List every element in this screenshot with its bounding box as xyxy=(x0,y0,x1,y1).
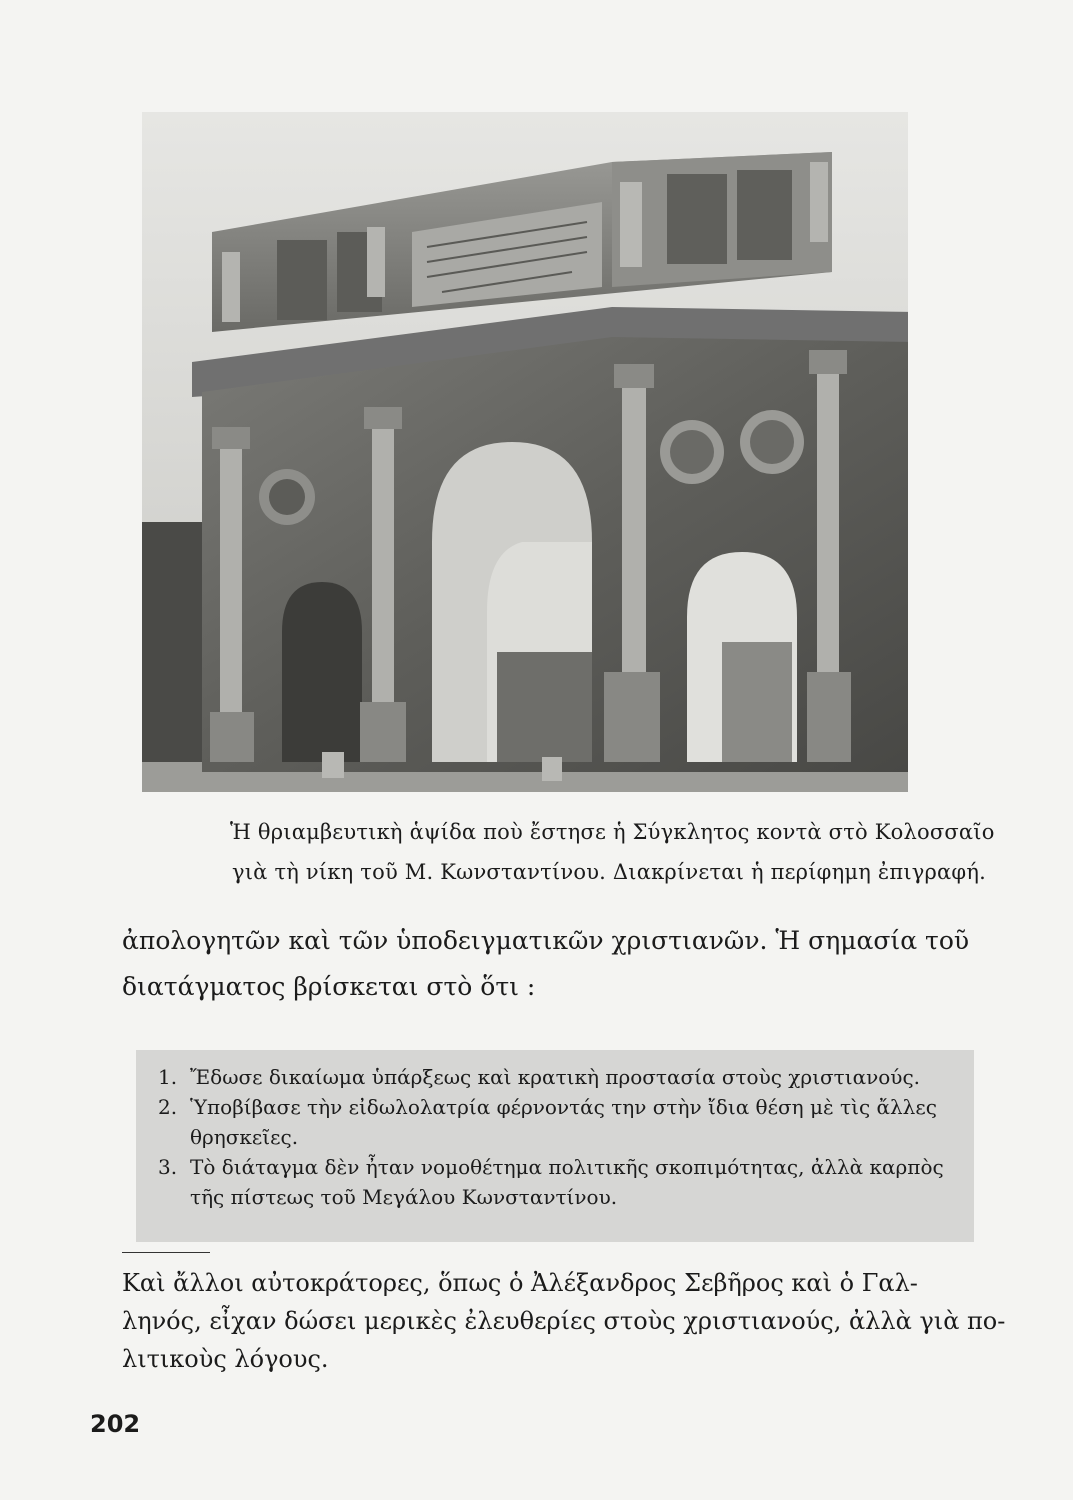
list-item xyxy=(158,1152,958,1212)
page-number: 202 xyxy=(90,1410,141,1438)
list-item-number: 3. xyxy=(158,1155,178,1179)
triumphal-arch-illustration xyxy=(142,112,908,792)
photo-caption xyxy=(230,812,995,892)
edict-points-list xyxy=(158,1062,958,1212)
list-item xyxy=(158,1062,958,1092)
caption-line-2: γιὰ τὴ νίκη τοῦ Μ. Κωνσταντίνου. Διακρίνεται ἡ περίφημη ἐπιγραφή. xyxy=(232,860,986,884)
list-item-text: Ὑποβίβασε τὴν εἰδωλολατρία φέρνοντάς την στὴν ἴδια θέση μὲ τὶς ἄλλες θρησκεῖες. xyxy=(190,1095,937,1149)
footnote-line-1: Καὶ ἄλλοι αὐτοκράτορες, ὅπως ὁ Ἀλέξανδρος Σεβῆρος καὶ ὁ Γαλ- xyxy=(122,1269,918,1297)
list-item-number: 2. xyxy=(158,1095,178,1119)
list-item-text: Ἔδωσε δικαίωμα ὑπάρξεως καὶ κρατικὴ προστασία στοὺς χριστιανούς. xyxy=(190,1065,921,1089)
list-item-number: 1. xyxy=(158,1065,178,1089)
list-item xyxy=(158,1092,958,1152)
list-item-text: Τὸ διάταγμα δὲν ἦταν νομοθέτημα πολιτικῆς σκοπιμότητας, ἀλλὰ καρπὸς τῆς πίστεως τοῦ Μεγάλου Κωνσταντίνου. xyxy=(190,1155,944,1209)
footnote-line-2: ληνός, εἶχαν δώσει μερικὲς ἐλευθερίες στοὺς χριστιανούς, ἀλλὰ γιὰ πο- xyxy=(122,1307,1006,1335)
footnote xyxy=(122,1264,1006,1378)
body-line-2: διατάγματος βρίσκεται στὸ ὅτι : xyxy=(122,972,536,1001)
footnote-line-3: λιτικοὺς λόγους. xyxy=(122,1345,329,1373)
caption-line-1: Ἡ θριαμβευτικὴ ἁψίδα ποὺ ἔστησε ἡ Σύγκλητος κοντὰ στὸ Κολοσσαῖο xyxy=(230,820,995,844)
arch-photo xyxy=(142,112,908,792)
body-paragraph xyxy=(122,918,972,1010)
footnote-divider xyxy=(122,1252,210,1253)
body-line-1: ἀπολογητῶν καὶ τῶν ὑποδειγματικῶν χριστιανῶν. Ἡ σημασία τοῦ xyxy=(122,926,970,955)
